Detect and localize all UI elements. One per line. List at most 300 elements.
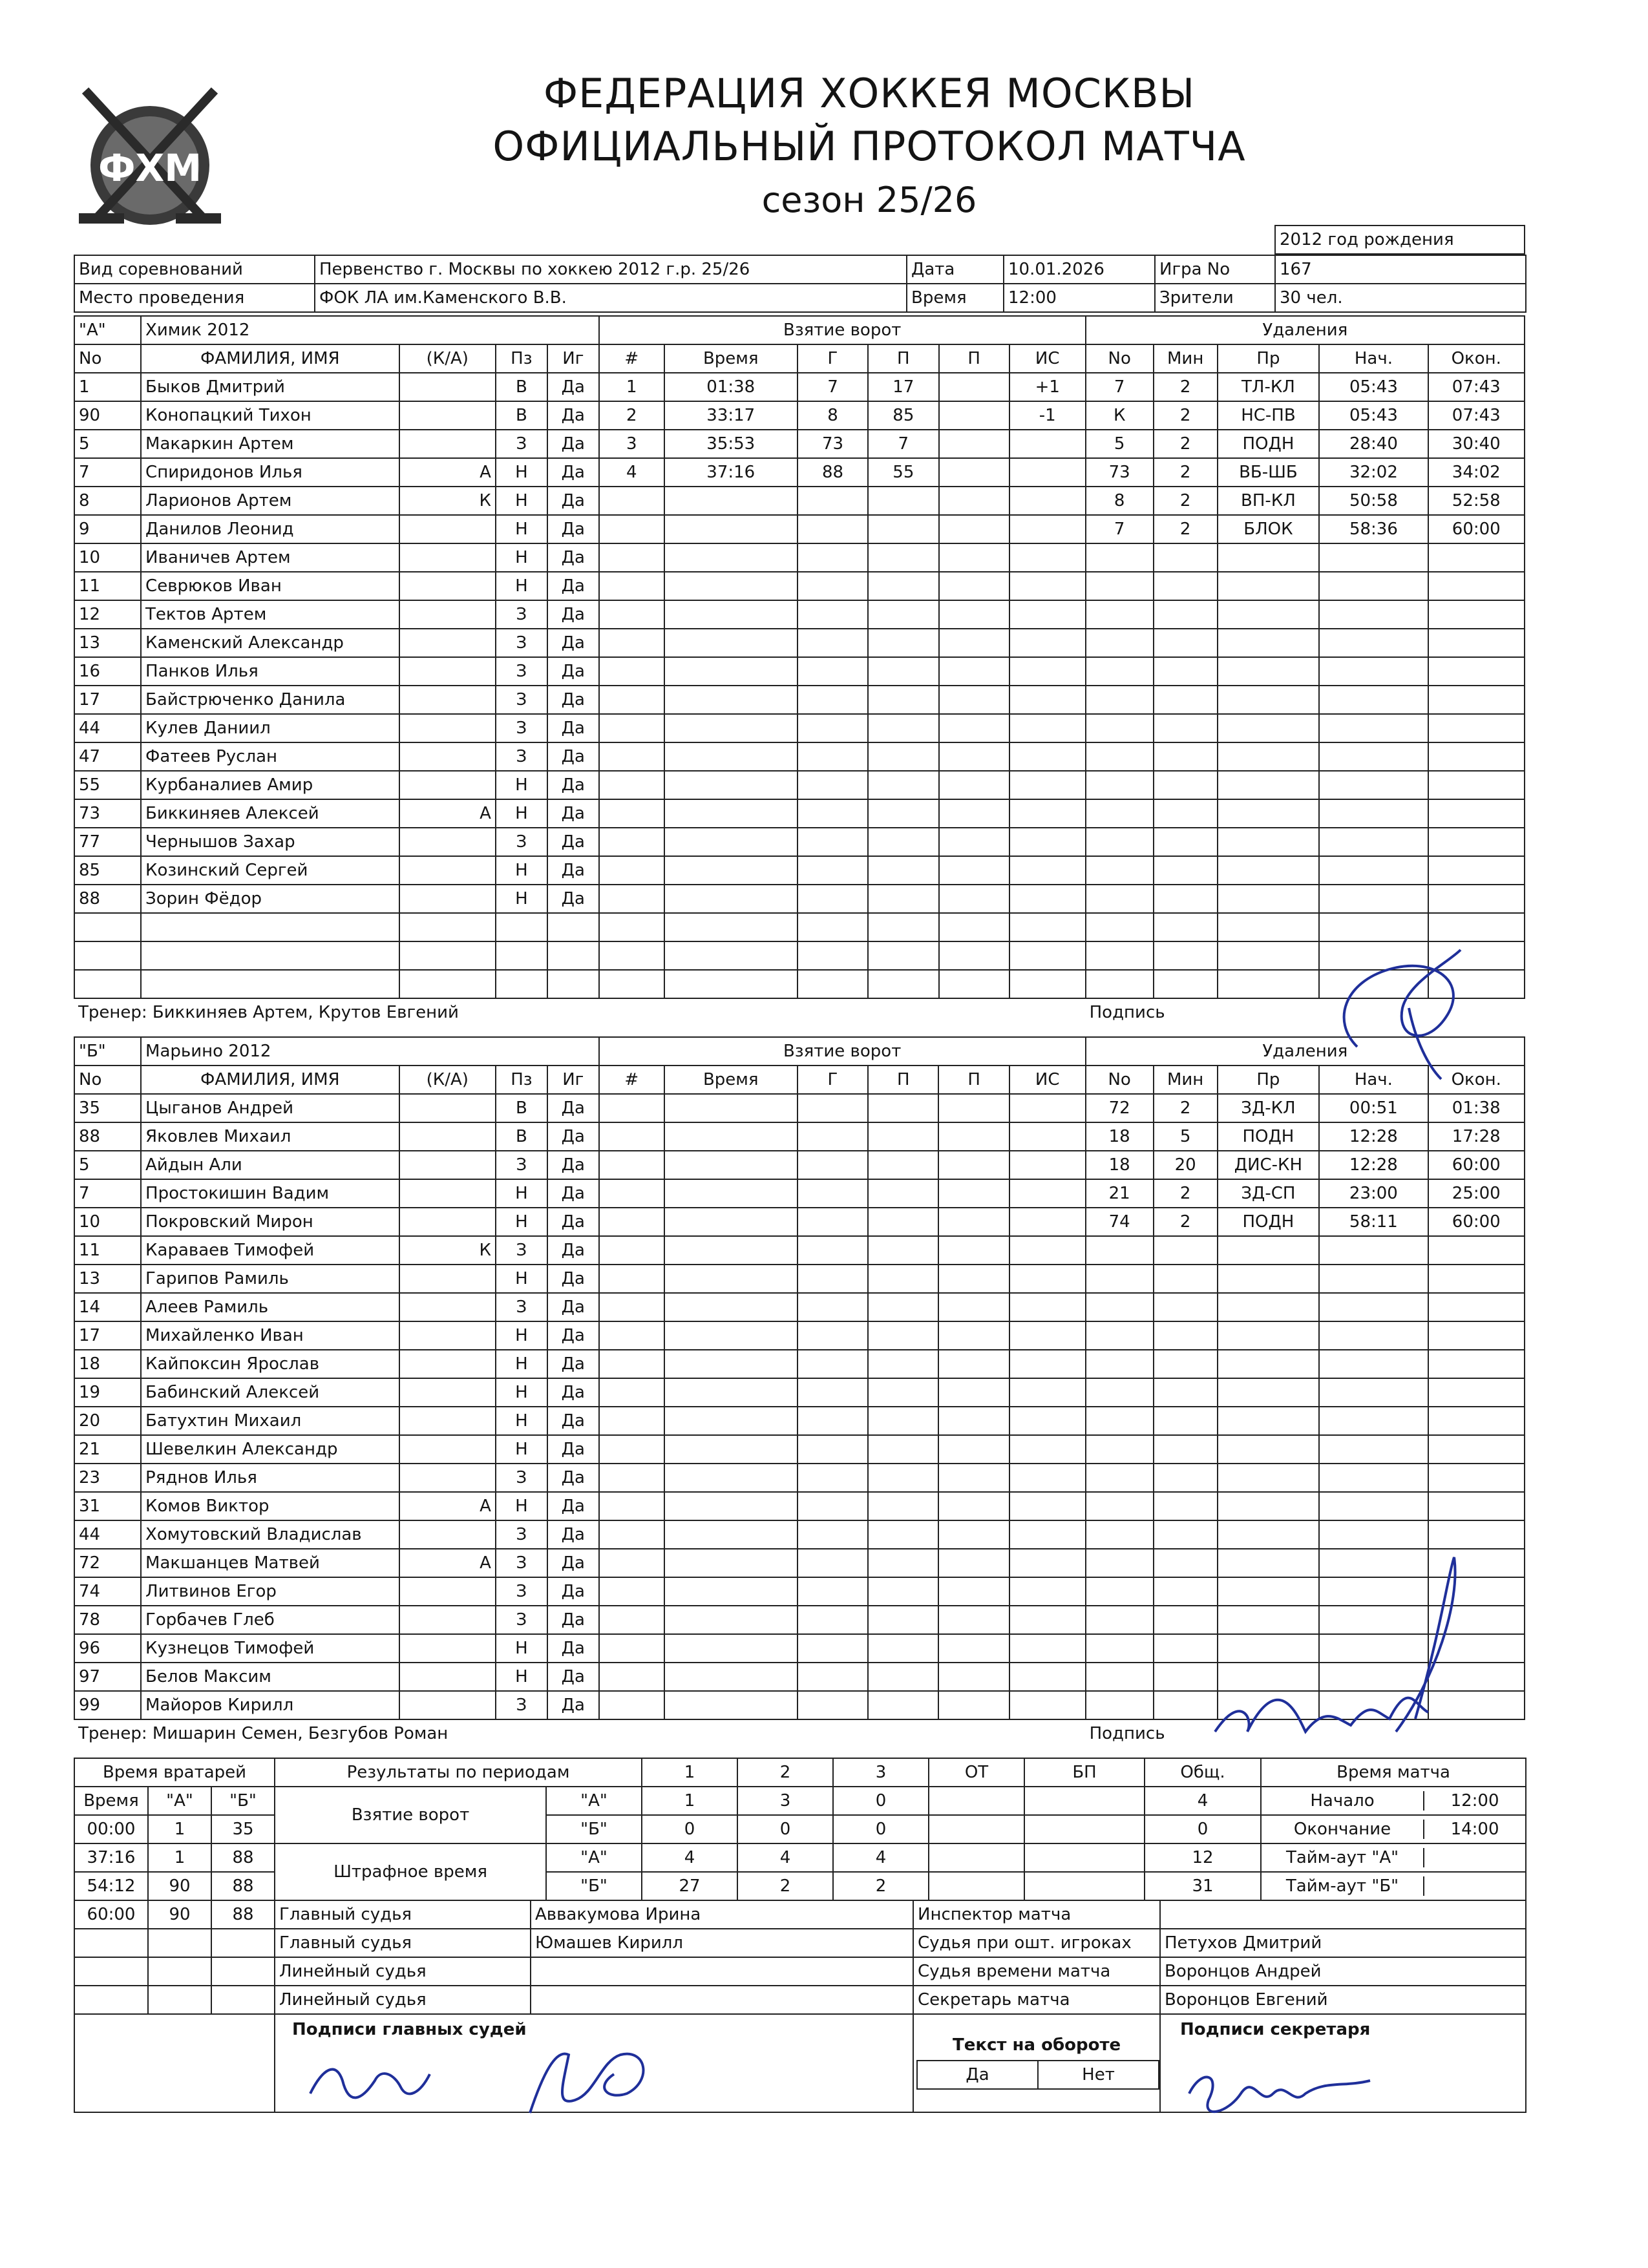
player-position: З xyxy=(496,629,547,657)
empty-cell xyxy=(599,1606,664,1634)
gk-b: 88 xyxy=(211,1900,275,1929)
col-played: Иг xyxy=(547,344,599,373)
col-goal-num: # xyxy=(599,344,664,373)
empty-cell xyxy=(1319,714,1428,742)
player-number: 31 xyxy=(74,1492,141,1520)
empty-cell xyxy=(664,1265,798,1293)
empty-cell xyxy=(1218,714,1320,742)
player-row xyxy=(74,913,1525,941)
empty-cell xyxy=(868,941,938,970)
player-played: Да xyxy=(547,1350,599,1378)
empty-cell xyxy=(939,487,1009,515)
empty-cell xyxy=(868,1492,938,1520)
result-value: 3 xyxy=(737,1787,833,1815)
empty-cell xyxy=(1009,1378,1086,1407)
empty-cell xyxy=(664,600,798,629)
empty-cell xyxy=(798,1606,868,1634)
penalty-reason: ЗД-СП xyxy=(1218,1179,1320,1208)
player-row xyxy=(74,515,1525,543)
col-pen-reason: Пр xyxy=(1218,1066,1320,1094)
player-position: З xyxy=(496,1236,547,1265)
player-position: З xyxy=(496,828,547,856)
player-row xyxy=(74,629,1525,657)
player-row xyxy=(74,1378,1525,1407)
empty-cell xyxy=(868,1464,938,1492)
penalty-start: 28:40 xyxy=(1319,430,1428,458)
empty-cell xyxy=(1154,1407,1218,1435)
empty-cell xyxy=(1086,799,1154,828)
player-row xyxy=(74,1236,1525,1265)
empty-cell xyxy=(664,1577,798,1606)
empty-cell xyxy=(868,1435,938,1464)
empty-cell xyxy=(664,1520,798,1549)
player-name: Панков Илья xyxy=(141,657,399,686)
empty-cell xyxy=(74,1929,148,1957)
empty-cell xyxy=(1428,856,1525,885)
empty-cell xyxy=(798,1407,868,1435)
empty-cell xyxy=(868,1151,938,1179)
empty-cell xyxy=(1009,1122,1086,1151)
empty-cell xyxy=(1218,1407,1320,1435)
player-row xyxy=(74,686,1525,714)
empty-cell xyxy=(868,771,938,799)
empty-cell xyxy=(1009,799,1086,828)
player-name: Алеев Рамиль xyxy=(141,1293,399,1321)
empty-cell xyxy=(868,1378,938,1407)
empty-cell xyxy=(664,1606,798,1634)
player-number: 44 xyxy=(74,714,141,742)
player-row xyxy=(74,572,1525,600)
empty-cell xyxy=(798,1122,868,1151)
empty-cell xyxy=(798,515,868,543)
empty-cell xyxy=(868,629,938,657)
player-position: З xyxy=(496,430,547,458)
penalty-end: 30:40 xyxy=(1428,430,1525,458)
empty-cell xyxy=(664,1350,798,1378)
empty-cell xyxy=(1428,771,1525,799)
player-played: Да xyxy=(547,458,599,487)
player-row xyxy=(74,401,1525,430)
empty-cell xyxy=(664,1663,798,1691)
empty-cell xyxy=(1086,1350,1154,1378)
empty-cell xyxy=(399,970,496,998)
empty-cell xyxy=(798,1378,868,1407)
gk-col-time: Время xyxy=(74,1787,148,1815)
empty-cell xyxy=(1319,657,1428,686)
player-role xyxy=(399,401,496,430)
empty-cell xyxy=(599,1265,664,1293)
empty-cell xyxy=(939,543,1009,572)
player-position: Н xyxy=(496,885,547,913)
goal-assist1: 85 xyxy=(868,401,938,430)
player-name: Быков Дмитрий xyxy=(141,373,399,401)
empty-cell xyxy=(939,629,1009,657)
empty-cell xyxy=(599,941,664,970)
empty-cell xyxy=(868,1122,938,1151)
empty-cell xyxy=(1154,1350,1218,1378)
empty-cell xyxy=(1154,828,1218,856)
empty-cell xyxy=(1009,913,1086,941)
result-team: "Б" xyxy=(546,1872,642,1900)
result-team: "А" xyxy=(546,1843,642,1872)
empty-cell xyxy=(1428,629,1525,657)
empty-cell xyxy=(939,856,1009,885)
empty-cell xyxy=(1218,1464,1320,1492)
empty-cell xyxy=(1428,885,1525,913)
empty-cell xyxy=(664,1293,798,1321)
empty-cell xyxy=(1086,828,1154,856)
empty-cell xyxy=(1009,487,1086,515)
penalty-reason: ДИС-КН xyxy=(1218,1151,1320,1179)
player-name: Спиридонов Илья xyxy=(141,458,399,487)
empty-cell xyxy=(664,828,798,856)
penalty-player: 72 xyxy=(1086,1094,1154,1122)
empty-cell xyxy=(1428,1464,1525,1492)
total: Общ. xyxy=(1145,1758,1261,1787)
player-role xyxy=(399,1350,496,1378)
empty-cell xyxy=(938,1691,1009,1719)
empty-cell xyxy=(599,1520,664,1549)
empty-cell xyxy=(1009,1094,1086,1122)
empty-cell xyxy=(1009,941,1086,970)
official-role: Секретарь матча xyxy=(913,1986,1160,2014)
empty-cell xyxy=(868,856,938,885)
text-over-box xyxy=(916,2060,1159,2090)
player-position: Н xyxy=(496,572,547,600)
empty-cell xyxy=(1319,1321,1428,1350)
refs-sign-label: Подписи главных судей xyxy=(292,2020,527,2039)
goal-assist2 xyxy=(939,373,1009,401)
empty-cell xyxy=(798,1577,868,1606)
empty-cell xyxy=(1009,1179,1086,1208)
empty-cell xyxy=(599,742,664,771)
empty-cell xyxy=(938,1265,1009,1293)
empty-cell xyxy=(1218,629,1320,657)
empty-cell xyxy=(798,600,868,629)
empty-cell xyxy=(1218,1293,1320,1321)
empty-cell xyxy=(599,572,664,600)
result-value: 0 xyxy=(642,1815,737,1843)
empty-cell xyxy=(547,970,599,998)
player-role xyxy=(399,1691,496,1719)
player-row xyxy=(74,1094,1525,1122)
player-played: Да xyxy=(547,771,599,799)
player-position: З xyxy=(496,714,547,742)
empty-cell xyxy=(664,1122,798,1151)
empty-cell xyxy=(798,771,868,799)
empty-cell xyxy=(798,970,868,998)
player-row xyxy=(74,1492,1525,1520)
empty-cell xyxy=(1319,799,1428,828)
birth-year: 2012 год рождения xyxy=(1275,226,1525,254)
empty-cell xyxy=(1086,941,1154,970)
player-row xyxy=(74,1208,1525,1236)
empty-cell xyxy=(1009,1208,1086,1236)
match-start-value: 12:00 xyxy=(1423,1791,1525,1811)
goal-strength xyxy=(1009,430,1086,458)
empty-cell xyxy=(938,1122,1009,1151)
player-number: 8 xyxy=(74,487,141,515)
empty-cell xyxy=(1428,600,1525,629)
gk-a: 90 xyxy=(148,1872,211,1900)
result-value xyxy=(929,1843,1024,1872)
player-number: 13 xyxy=(74,1265,141,1293)
empty-cell xyxy=(868,1520,938,1549)
player-position: З xyxy=(496,657,547,686)
empty-cell xyxy=(798,1293,868,1321)
empty-cell xyxy=(1154,600,1218,629)
empty-cell xyxy=(938,1520,1009,1549)
empty-cell xyxy=(798,1492,868,1520)
timeout-a xyxy=(1261,1843,1526,1872)
empty-cell xyxy=(1319,572,1428,600)
empty-cell xyxy=(1154,1492,1218,1520)
empty-cell xyxy=(1428,828,1525,856)
player-position: В xyxy=(496,1094,547,1122)
col-played: Иг xyxy=(547,1066,599,1094)
player-role: К xyxy=(399,1236,496,1265)
empty-cell xyxy=(868,1606,938,1634)
empty-cell xyxy=(798,913,868,941)
empty-cell xyxy=(599,1663,664,1691)
empty-cell xyxy=(798,487,868,515)
player-position: З xyxy=(496,1293,547,1321)
empty-cell xyxy=(798,1236,868,1265)
col-pen-start: Нач. xyxy=(1319,1066,1428,1094)
empty-cell xyxy=(211,1957,275,1986)
player-position: В xyxy=(496,373,547,401)
player-position: З xyxy=(496,1577,547,1606)
empty-cell xyxy=(496,941,547,970)
empty-cell xyxy=(868,913,938,941)
empty-cell xyxy=(868,1179,938,1208)
goal-number: 3 xyxy=(599,430,664,458)
empty-cell xyxy=(1218,1378,1320,1407)
empty-cell xyxy=(1009,1691,1086,1719)
player-name: Кулев Даниил xyxy=(141,714,399,742)
player-number: 77 xyxy=(74,828,141,856)
player-role: А xyxy=(399,1492,496,1520)
empty-cell xyxy=(1009,1435,1086,1464)
secretary-sign-label: Подписи секретаря xyxy=(1180,2020,1371,2039)
empty-cell xyxy=(939,799,1009,828)
player-role xyxy=(399,1407,496,1435)
empty-cell xyxy=(599,1634,664,1663)
empty-cell xyxy=(1154,1236,1218,1265)
spectators-value: 30 чел. xyxy=(1275,284,1526,312)
penalty-reason: ВП-КЛ xyxy=(1218,487,1320,515)
empty-cell xyxy=(74,1986,148,2014)
empty-cell xyxy=(141,941,399,970)
penalty-reason: ПОДН xyxy=(1218,1122,1320,1151)
empty-cell xyxy=(1154,970,1218,998)
player-role xyxy=(399,1577,496,1606)
col-goal-num: # xyxy=(599,1066,664,1094)
player-played: Да xyxy=(547,1606,599,1634)
player-name: Шевелкин Александр xyxy=(141,1435,399,1464)
empty-cell xyxy=(664,1435,798,1464)
penalty-end: 60:00 xyxy=(1428,515,1525,543)
gk-change-time: 60:00 xyxy=(74,1900,148,1929)
empty-cell xyxy=(1218,572,1320,600)
protocol-title: ОФИЦИАЛЬНЫЙ ПРОТОКОЛ МАТЧА xyxy=(492,123,1246,170)
player-role: К xyxy=(399,487,496,515)
empty-cell xyxy=(938,1549,1009,1577)
empty-cell xyxy=(664,487,798,515)
empty-cell xyxy=(868,828,938,856)
empty-cell xyxy=(664,714,798,742)
player-row xyxy=(74,714,1525,742)
penalty-minutes: 2 xyxy=(1154,487,1218,515)
empty-cell xyxy=(868,600,938,629)
empty-cell xyxy=(1218,1520,1320,1549)
penalty-start: 12:28 xyxy=(1319,1122,1428,1151)
player-position: З xyxy=(496,1520,547,1549)
empty-cell xyxy=(1009,1151,1086,1179)
empty-cell xyxy=(74,941,141,970)
player-position: Н xyxy=(496,1663,547,1691)
empty-cell xyxy=(1086,1492,1154,1520)
empty-cell xyxy=(1218,1265,1320,1293)
player-position: З xyxy=(496,1549,547,1577)
player-role xyxy=(399,572,496,600)
empty-cell xyxy=(664,1208,798,1236)
empty-cell xyxy=(1154,1435,1218,1464)
empty-cell xyxy=(1428,714,1525,742)
empty-cell xyxy=(1086,1293,1154,1321)
empty-cell xyxy=(664,515,798,543)
player-number: 23 xyxy=(74,1464,141,1492)
match-start-label: Начало xyxy=(1310,1791,1375,1811)
empty-cell xyxy=(868,1691,938,1719)
empty-cell xyxy=(1428,742,1525,771)
empty-cell xyxy=(1428,799,1525,828)
player-played: Да xyxy=(547,686,599,714)
penalties-title: Удаления xyxy=(1086,1037,1525,1066)
player-name: Макаркин Артем xyxy=(141,430,399,458)
empty-cell xyxy=(664,913,798,941)
player-number: 55 xyxy=(74,771,141,799)
player-name: Простокишин Вадим xyxy=(141,1179,399,1208)
player-row xyxy=(74,799,1525,828)
player-played: Да xyxy=(547,1464,599,1492)
goal-assist1: 17 xyxy=(868,373,938,401)
empty-cell xyxy=(1319,885,1428,913)
empty-cell xyxy=(798,1691,868,1719)
player-row xyxy=(74,1350,1525,1378)
penalty-start: 58:11 xyxy=(1319,1208,1428,1236)
penalty-minutes: 20 xyxy=(1154,1151,1218,1179)
player-role xyxy=(399,373,496,401)
empty-cell xyxy=(1428,1435,1525,1464)
empty-cell xyxy=(1009,600,1086,629)
empty-cell xyxy=(664,1492,798,1520)
gk-col-a: "А" xyxy=(148,1787,211,1815)
penalty-start: 05:43 xyxy=(1319,373,1428,401)
penalty-player: 5 xyxy=(1086,430,1154,458)
col-no: No xyxy=(74,1066,141,1094)
player-played: Да xyxy=(547,1179,599,1208)
empty-cell xyxy=(1218,941,1320,970)
empty-cell xyxy=(1086,1577,1154,1606)
empty-cell xyxy=(1319,1464,1428,1492)
team-a-table xyxy=(74,315,1525,1026)
empty-cell xyxy=(1154,1520,1218,1549)
col-goal-assist2: П xyxy=(939,344,1009,373)
empty-cell xyxy=(496,913,547,941)
player-role xyxy=(399,828,496,856)
timeout-b-label: Тайм-аут "Б" xyxy=(1285,1876,1399,1896)
player-row xyxy=(74,771,1525,799)
empty-cell xyxy=(1154,941,1218,970)
player-number: 10 xyxy=(74,1208,141,1236)
player-played: Да xyxy=(547,1663,599,1691)
player-position: Н xyxy=(496,1265,547,1293)
player-name: Зорин Фёдор xyxy=(141,885,399,913)
player-row xyxy=(74,373,1525,401)
empty-cell xyxy=(1086,629,1154,657)
empty-cell xyxy=(868,1407,938,1435)
empty-cell xyxy=(599,1378,664,1407)
player-role xyxy=(399,1265,496,1293)
player-number: 96 xyxy=(74,1634,141,1663)
col-pen-no: No xyxy=(1086,344,1154,373)
empty-cell xyxy=(938,1151,1009,1179)
empty-cell xyxy=(1009,657,1086,686)
penalty-start: 32:02 xyxy=(1319,458,1428,487)
player-name: Майоров Кирилл xyxy=(141,1691,399,1719)
empty-cell xyxy=(599,629,664,657)
player-role xyxy=(399,1122,496,1151)
col-pen-start: Нач. xyxy=(1319,344,1428,373)
player-row xyxy=(74,1464,1525,1492)
player-position: Н xyxy=(496,856,547,885)
info-table xyxy=(74,255,1527,313)
player-row xyxy=(74,1265,1525,1293)
player-name: Покровский Мирон xyxy=(141,1208,399,1236)
overtime: ОТ xyxy=(929,1758,1024,1787)
goals-title: Взятие ворот xyxy=(599,316,1086,344)
official-name: Аввакумова Ирина xyxy=(531,1900,913,1929)
empty-cell xyxy=(1086,1606,1154,1634)
player-role xyxy=(399,1464,496,1492)
empty-cell xyxy=(664,1179,798,1208)
player-role xyxy=(399,1293,496,1321)
player-row xyxy=(74,487,1525,515)
player-position: Н xyxy=(496,1378,547,1407)
player-row xyxy=(74,1179,1525,1208)
empty-cell xyxy=(599,799,664,828)
player-position: З xyxy=(496,742,547,771)
player-number: 72 xyxy=(74,1549,141,1577)
official-name: Воронцов Андрей xyxy=(1160,1957,1526,1986)
spectators-label: Зрители xyxy=(1155,284,1275,312)
col-goal-scorer: Г xyxy=(798,344,868,373)
penalty-reason: ПОДН xyxy=(1218,1208,1320,1236)
col-pen-min: Мин xyxy=(1154,1066,1218,1094)
empty-cell xyxy=(1218,771,1320,799)
empty-cell xyxy=(1009,629,1086,657)
player-row xyxy=(74,941,1525,970)
empty-cell xyxy=(1009,771,1086,799)
empty-cell xyxy=(1319,913,1428,941)
player-position: В xyxy=(496,1122,547,1151)
player-number: 11 xyxy=(74,572,141,600)
period-2: 2 xyxy=(737,1758,833,1787)
player-played: Да xyxy=(547,1492,599,1520)
signature-referee-2 xyxy=(517,2035,672,2119)
period-1: 1 xyxy=(642,1758,737,1787)
